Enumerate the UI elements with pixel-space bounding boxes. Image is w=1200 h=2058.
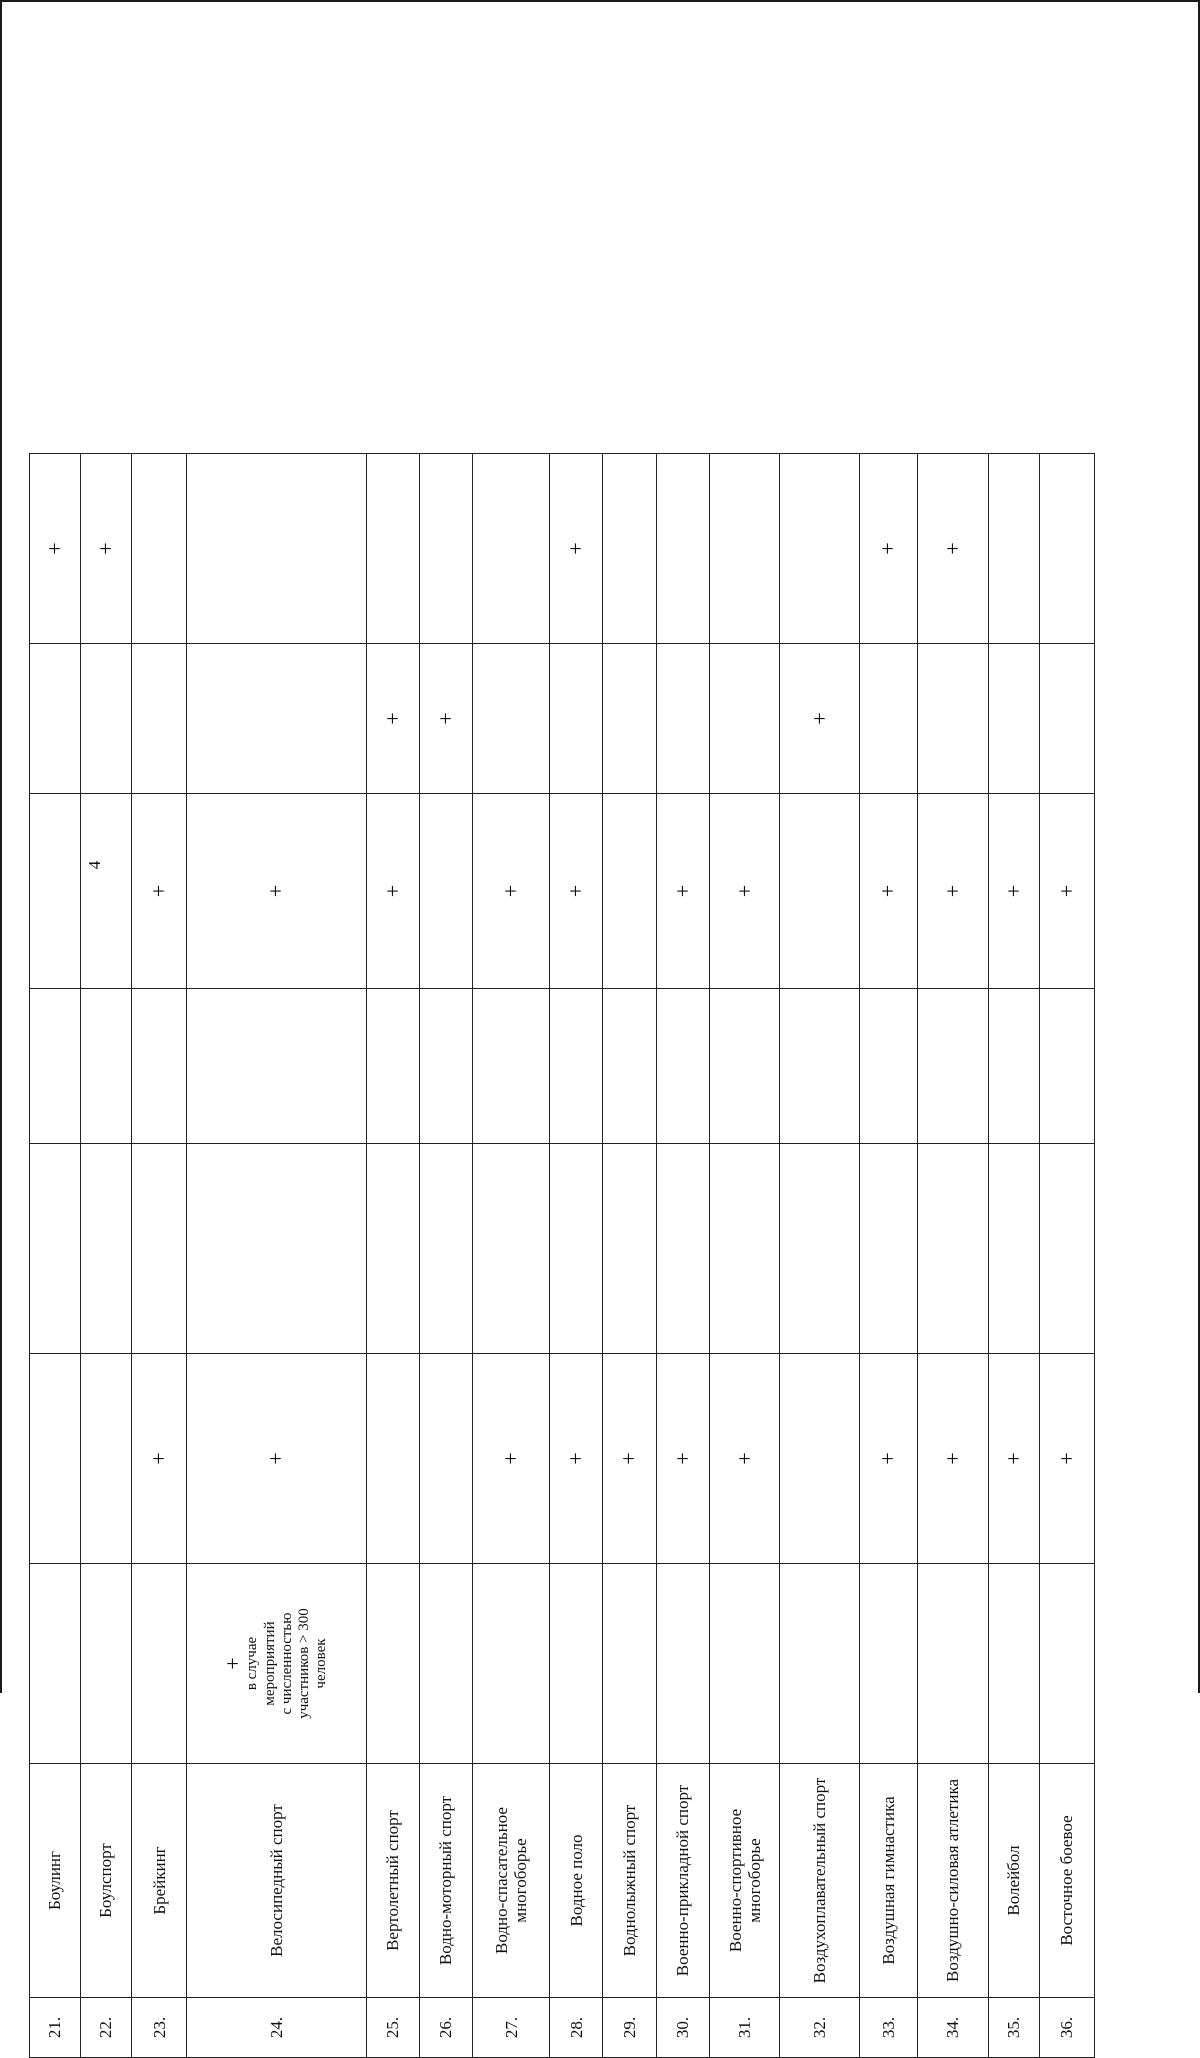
mark-cell — [80, 988, 131, 1143]
mark-cell — [709, 988, 780, 1143]
mark-cell — [472, 793, 549, 988]
mark-cell — [472, 1563, 549, 1763]
mark-cell — [656, 1563, 709, 1763]
mark-cell — [29, 643, 80, 793]
table-row — [472, 453, 549, 2057]
mark-cell — [366, 643, 419, 793]
mark-cell — [549, 988, 602, 1143]
mark-cell — [80, 453, 131, 643]
mark-cell — [131, 1353, 186, 1563]
mark-cell — [549, 643, 602, 793]
mark-cell — [709, 1143, 780, 1353]
mark-cell — [709, 1563, 780, 1763]
mark-cell — [131, 643, 186, 793]
mark-cell — [602, 988, 655, 1143]
row-number: 22. — [80, 1997, 131, 2057]
mark-cell — [859, 1143, 917, 1353]
mark-cell — [366, 453, 419, 643]
mark-cell — [366, 1563, 419, 1763]
mark-cell — [917, 1563, 988, 1763]
sport-name: Боулинг — [29, 1763, 80, 1997]
sports-table — [29, 453, 1095, 2058]
mark-cell — [656, 643, 709, 793]
mark-cell — [602, 1143, 655, 1353]
mark-cell — [80, 1563, 131, 1763]
table-row — [859, 453, 917, 2057]
mark-cell — [917, 1353, 988, 1563]
mark-cell — [472, 643, 549, 793]
table-body — [29, 453, 1094, 2057]
mark-cell — [80, 1143, 131, 1353]
mark-cell — [709, 793, 780, 988]
sport-name: Вертолетный спорт — [366, 1763, 419, 1997]
mark-cell — [29, 453, 80, 643]
mark-cell — [859, 793, 917, 988]
plus-mark: + — [615, 1451, 641, 1465]
plus-mark: + — [939, 541, 965, 555]
sport-name: Водно-моторный спорт — [419, 1763, 472, 1997]
mark-cell — [1039, 793, 1094, 988]
mark-cell — [419, 1143, 472, 1353]
mark-cell — [80, 793, 131, 988]
sport-name: Боулспорт — [80, 1763, 131, 1997]
plus-mark: + — [562, 884, 588, 897]
plus-mark: + — [731, 884, 757, 897]
mark-cell — [988, 643, 1039, 793]
mark-cell — [29, 1353, 80, 1563]
mark-cell — [1039, 1353, 1094, 1563]
mark-cell — [709, 643, 780, 793]
table-row — [186, 453, 365, 2057]
plus-mark: + — [806, 711, 832, 725]
mark-cell — [186, 1563, 365, 1763]
plus-mark: + — [1000, 884, 1026, 897]
row-number: 21. — [29, 1997, 80, 2057]
sport-name: Воднолыжный спорт — [602, 1763, 655, 1997]
mark-cell — [917, 1143, 988, 1353]
plus-mark: + — [497, 884, 523, 897]
mark-cell — [80, 643, 131, 793]
row-number: 24. — [186, 1997, 365, 2057]
table-row — [709, 453, 780, 2057]
mark-cell — [1039, 643, 1094, 793]
row-number: 28. — [549, 1997, 602, 2057]
table-row — [656, 453, 709, 2057]
condition-note-line: с численностью — [278, 1612, 295, 1714]
table-row — [29, 453, 80, 2057]
row-number: 23. — [131, 1997, 186, 2057]
mark-cell — [779, 988, 859, 1143]
plus-mark: + — [379, 711, 405, 725]
plus-mark: + — [731, 1451, 757, 1465]
row-number: 26. — [419, 1997, 472, 2057]
mark-cell — [988, 988, 1039, 1143]
sport-name: Воздушная гимнастика — [859, 1763, 917, 1997]
mark-cell — [779, 1563, 859, 1763]
mark-cell — [656, 1353, 709, 1563]
mark-cell — [779, 453, 859, 643]
table-row — [988, 453, 1039, 2057]
mark-cell — [472, 1353, 549, 1563]
sport-name: Водно-спасательное многоборье — [472, 1763, 549, 1997]
mark-cell — [131, 453, 186, 643]
mark-cell — [186, 453, 365, 643]
mark-cell — [131, 988, 186, 1143]
plus-mark: + — [379, 884, 405, 897]
sport-name: Восточное боевое — [1039, 1763, 1094, 1997]
table-row — [917, 453, 988, 2057]
mark-cell — [549, 793, 602, 988]
plus-mark: + — [562, 1451, 588, 1465]
mark-cell — [29, 793, 80, 988]
mark-cell — [779, 793, 859, 988]
mark-cell — [29, 1563, 80, 1763]
mark-cell — [602, 453, 655, 643]
plus-mark: + — [1000, 1451, 1026, 1465]
row-number: 34. — [917, 1997, 988, 2057]
plus-mark: + — [92, 541, 118, 555]
row-number: 25. — [366, 1997, 419, 2057]
table-row — [549, 453, 602, 2057]
mark-cell — [1039, 1143, 1094, 1353]
condition-note-line: в случае — [243, 1636, 260, 1690]
mark-cell — [602, 643, 655, 793]
mark-cell — [29, 988, 80, 1143]
scan-edge-left — [0, 0, 2, 1693]
mark-cell — [656, 988, 709, 1143]
mark-cell — [1039, 988, 1094, 1143]
mark-cell — [419, 1353, 472, 1563]
table-row — [1039, 453, 1094, 2057]
mark-cell — [131, 1143, 186, 1353]
sport-name: Волейбол — [988, 1763, 1039, 1997]
mark-cell — [472, 1143, 549, 1353]
plus-mark: + — [939, 884, 965, 897]
scan-edge-top — [0, 0, 1200, 2]
mark-cell — [602, 1353, 655, 1563]
table-row — [366, 453, 419, 2057]
mark-cell — [859, 1353, 917, 1563]
mark-cell — [29, 1143, 80, 1353]
mark-cell — [859, 1563, 917, 1763]
condition-note-line: мероприятий — [261, 1620, 277, 1706]
mark-cell — [186, 643, 365, 793]
plus-mark: + — [145, 1451, 171, 1465]
mark-cell — [186, 793, 365, 988]
mark-cell — [366, 793, 419, 988]
row-number: 32. — [779, 1997, 859, 2057]
mark-cell — [419, 643, 472, 793]
mark-cell — [656, 453, 709, 643]
plus-mark: + — [874, 541, 900, 555]
table-row — [779, 453, 859, 2057]
sport-name: Военно-прикладной спорт — [656, 1763, 709, 1997]
mark-cell — [917, 793, 988, 988]
mark-cell — [419, 1563, 472, 1763]
mark-cell — [779, 1143, 859, 1353]
mark-cell — [366, 988, 419, 1143]
mark-cell — [472, 453, 549, 643]
plus-mark: + — [1053, 1451, 1079, 1465]
plus-mark: + — [41, 541, 67, 555]
plus-mark: + — [432, 711, 458, 725]
table-row — [131, 453, 186, 2057]
row-number: 33. — [859, 1997, 917, 2057]
mark-cell — [656, 793, 709, 988]
mark-cell — [131, 1563, 186, 1763]
mark-cell — [186, 1143, 365, 1353]
mark-cell — [859, 643, 917, 793]
plus-mark: + — [939, 1451, 965, 1465]
plus-mark: + — [262, 884, 288, 897]
table-row — [419, 453, 472, 2057]
mark-cell — [549, 1143, 602, 1353]
mark-cell — [131, 793, 186, 988]
mark-cell — [988, 1353, 1039, 1563]
mark-cell — [779, 1353, 859, 1563]
mark-cell — [602, 1563, 655, 1763]
mark-cell — [917, 988, 988, 1143]
mark-cell — [917, 453, 988, 643]
mark-cell — [366, 1143, 419, 1353]
mark-cell — [1039, 453, 1094, 643]
plus-mark: + — [219, 1656, 245, 1670]
plus-mark: + — [562, 541, 588, 555]
sport-name: Велосипедный спорт — [186, 1763, 365, 1997]
condition-note-line: участников > 300 — [295, 1607, 312, 1719]
mark-cell — [549, 453, 602, 643]
mark-cell — [549, 1563, 602, 1763]
mark-cell — [366, 1353, 419, 1563]
mark-cell — [602, 793, 655, 988]
row-number: 30. — [656, 1997, 709, 2057]
mark-cell — [186, 988, 365, 1143]
page-number: 4 — [85, 860, 104, 870]
row-number: 35. — [988, 1997, 1039, 2057]
plus-mark: + — [669, 1451, 695, 1465]
mark-cell — [988, 453, 1039, 643]
row-number: 36. — [1039, 1997, 1094, 2057]
table-row — [80, 453, 131, 2057]
mark-cell — [988, 1143, 1039, 1353]
mark-cell — [549, 1353, 602, 1563]
mark-cell — [186, 1353, 365, 1563]
plus-mark: + — [497, 1451, 523, 1465]
plus-mark: + — [874, 1451, 900, 1465]
mark-cell — [917, 643, 988, 793]
mark-cell — [988, 793, 1039, 988]
table-row — [602, 453, 655, 2057]
condition-note-line: человек — [312, 1637, 329, 1689]
plus-mark: + — [874, 884, 900, 897]
mark-cell — [656, 1143, 709, 1353]
mark-cell — [472, 988, 549, 1143]
sport-name: Брейкинг — [131, 1763, 186, 1997]
plus-mark: + — [1053, 884, 1079, 897]
sport-name: Воздушно-силовая атлетика — [917, 1763, 988, 1997]
mark-cell — [419, 988, 472, 1143]
mark-cell — [80, 1353, 131, 1563]
sport-name: Воздухоплавательный спорт — [779, 1763, 859, 1997]
mark-cell — [988, 1563, 1039, 1763]
mark-cell — [709, 1353, 780, 1563]
mark-cell — [709, 453, 780, 643]
mark-cell — [419, 793, 472, 988]
mark-cell — [859, 453, 917, 643]
sport-name: Водное поло — [549, 1763, 602, 1997]
mark-cell — [859, 988, 917, 1143]
sport-name: Военно-спортивное многоборье — [709, 1763, 780, 1997]
mark-cell — [779, 643, 859, 793]
plus-mark: + — [145, 884, 171, 897]
row-number: 29. — [602, 1997, 655, 2057]
mark-cell — [1039, 1563, 1094, 1763]
plus-mark: + — [262, 1451, 288, 1465]
plus-mark: + — [669, 884, 695, 897]
mark-cell — [419, 453, 472, 643]
row-number: 31. — [709, 1997, 780, 2057]
row-number: 27. — [472, 1997, 549, 2057]
table-container — [29, 454, 1095, 2058]
